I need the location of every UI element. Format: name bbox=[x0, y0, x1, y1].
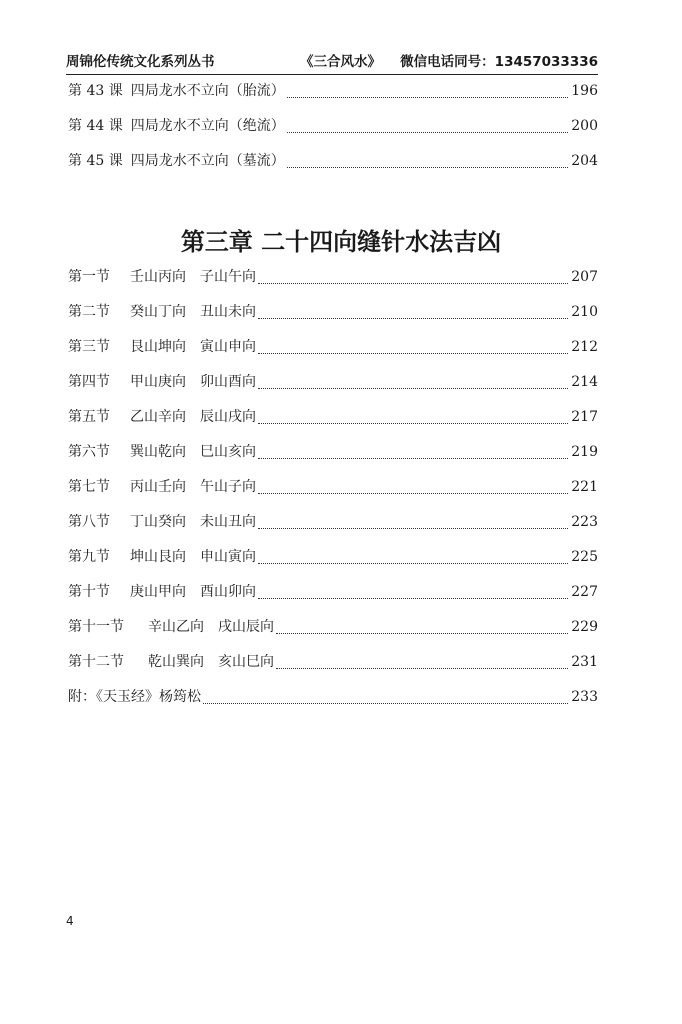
toc-entry-lesson bbox=[68, 150, 598, 172]
section-number: 第一节 bbox=[68, 269, 110, 285]
dot-leader bbox=[258, 598, 568, 599]
page-ref: 221 bbox=[571, 479, 598, 495]
toc-entry-section bbox=[68, 511, 598, 533]
series-title: 周锦伦传统文化系列丛书 bbox=[66, 54, 215, 70]
section-number: 第二节 bbox=[68, 304, 110, 320]
section-direction-b: 亥山巳向 bbox=[218, 654, 274, 670]
section-direction-a: 辛山乙向 bbox=[148, 619, 204, 635]
toc-entry-lesson bbox=[68, 80, 598, 102]
toc-entry-section bbox=[68, 336, 598, 358]
section-direction-a: 乾山巽向 bbox=[148, 654, 204, 670]
section-direction-a: 艮山坤向 bbox=[130, 339, 186, 355]
section-direction-a: 丁山癸向 bbox=[130, 514, 186, 530]
page-ref: 223 bbox=[571, 514, 598, 530]
toc-entry-appendix bbox=[68, 686, 598, 708]
dot-leader bbox=[287, 167, 569, 168]
appendix-label: 附：《天玉经》杨筠松 bbox=[68, 689, 201, 705]
section-direction-a: 乙山辛向 bbox=[130, 409, 186, 425]
section-direction-b: 辰山戌向 bbox=[200, 409, 256, 425]
dot-leader bbox=[258, 563, 568, 564]
section-number: 第三节 bbox=[68, 339, 110, 355]
section-number: 第四节 bbox=[68, 374, 110, 390]
lesson-number: 第 44 课 bbox=[68, 118, 123, 134]
page-ref: 196 bbox=[571, 83, 598, 99]
dot-leader bbox=[258, 493, 568, 494]
book-title: 《三合风水》 bbox=[300, 54, 381, 70]
dot-leader bbox=[203, 703, 568, 704]
toc-entry-section bbox=[68, 476, 598, 498]
section-number: 第十节 bbox=[68, 584, 110, 600]
page-ref: 225 bbox=[571, 549, 598, 565]
section-direction-a: 甲山庚向 bbox=[130, 374, 186, 390]
section-number: 第五节 bbox=[68, 409, 110, 425]
contact-info: 微信电话同号：13457033336 bbox=[400, 54, 598, 70]
section-direction-b: 寅山申向 bbox=[200, 339, 256, 355]
section-direction-a: 癸山丁向 bbox=[130, 304, 186, 320]
section-number: 第六节 bbox=[68, 444, 110, 460]
lesson-number: 第 43 课 bbox=[68, 83, 123, 99]
section-direction-b: 戌山辰向 bbox=[218, 619, 274, 635]
section-number: 第九节 bbox=[68, 549, 110, 565]
dot-leader bbox=[258, 353, 568, 354]
page-ref: 210 bbox=[571, 304, 598, 320]
toc-entry-section bbox=[68, 651, 598, 673]
section-number: 第十一节 bbox=[68, 619, 124, 635]
toc-entry-section bbox=[68, 441, 598, 463]
page-ref: 214 bbox=[571, 374, 598, 390]
page-ref: 207 bbox=[571, 269, 598, 285]
section-direction-a: 丙山壬向 bbox=[130, 479, 186, 495]
toc-entry-section bbox=[68, 266, 598, 288]
page-ref: 227 bbox=[571, 584, 598, 600]
toc-entry-section bbox=[68, 616, 598, 638]
dot-leader bbox=[276, 633, 568, 634]
dot-leader bbox=[287, 97, 569, 98]
section-number: 第十二节 bbox=[68, 654, 124, 670]
section-number: 第七节 bbox=[68, 479, 110, 495]
page-ref: 200 bbox=[571, 118, 598, 134]
section-direction-a: 坤山艮向 bbox=[130, 549, 186, 565]
dot-leader bbox=[258, 388, 568, 389]
lesson-number: 第 45 课 bbox=[68, 153, 123, 169]
section-direction-b: 午山子向 bbox=[200, 479, 256, 495]
section-direction-b: 酉山卯向 bbox=[200, 584, 256, 600]
dot-leader bbox=[258, 318, 568, 319]
toc-entry-section bbox=[68, 581, 598, 603]
page-ref: 212 bbox=[571, 339, 598, 355]
running-header bbox=[66, 48, 598, 75]
lesson-title: 四局龙水不立向（绝流） bbox=[130, 118, 285, 134]
toc-entry-section bbox=[68, 301, 598, 323]
dot-leader bbox=[287, 132, 569, 133]
toc-entry-section bbox=[68, 406, 598, 428]
lesson-title: 四局龙水不立向（胎流） bbox=[130, 83, 285, 99]
page-ref: 233 bbox=[571, 689, 598, 705]
section-direction-b: 丑山未向 bbox=[200, 304, 256, 320]
dot-leader bbox=[276, 668, 568, 669]
section-direction-a: 巽山乾向 bbox=[130, 444, 186, 460]
section-direction-b: 卯山酉向 bbox=[200, 374, 256, 390]
toc-entry-section bbox=[68, 546, 598, 568]
page-ref: 217 bbox=[571, 409, 598, 425]
page-ref: 231 bbox=[571, 654, 598, 670]
toc-entry-lesson bbox=[68, 115, 598, 137]
section-number: 第八节 bbox=[68, 514, 110, 530]
page-ref: 219 bbox=[571, 444, 598, 460]
toc-entry-section bbox=[68, 371, 598, 393]
page-number: 4 bbox=[66, 914, 74, 928]
section-direction-a: 庚山甲向 bbox=[130, 584, 186, 600]
page-ref: 204 bbox=[571, 153, 598, 169]
dot-leader bbox=[258, 528, 568, 529]
chapter-title: 第三章 二十四向缝针水法吉凶 bbox=[180, 228, 502, 256]
dot-leader bbox=[258, 458, 568, 459]
section-direction-b: 巳山亥向 bbox=[200, 444, 256, 460]
lesson-title: 四局龙水不立向（墓流） bbox=[130, 153, 285, 169]
page-ref: 229 bbox=[571, 619, 598, 635]
section-direction-b: 申山寅向 bbox=[200, 549, 256, 565]
section-direction-a: 壬山丙向 bbox=[130, 269, 186, 285]
section-direction-b: 子山午向 bbox=[200, 269, 256, 285]
section-direction-b: 未山丑向 bbox=[200, 514, 256, 530]
dot-leader bbox=[258, 283, 568, 284]
dot-leader bbox=[258, 423, 568, 424]
